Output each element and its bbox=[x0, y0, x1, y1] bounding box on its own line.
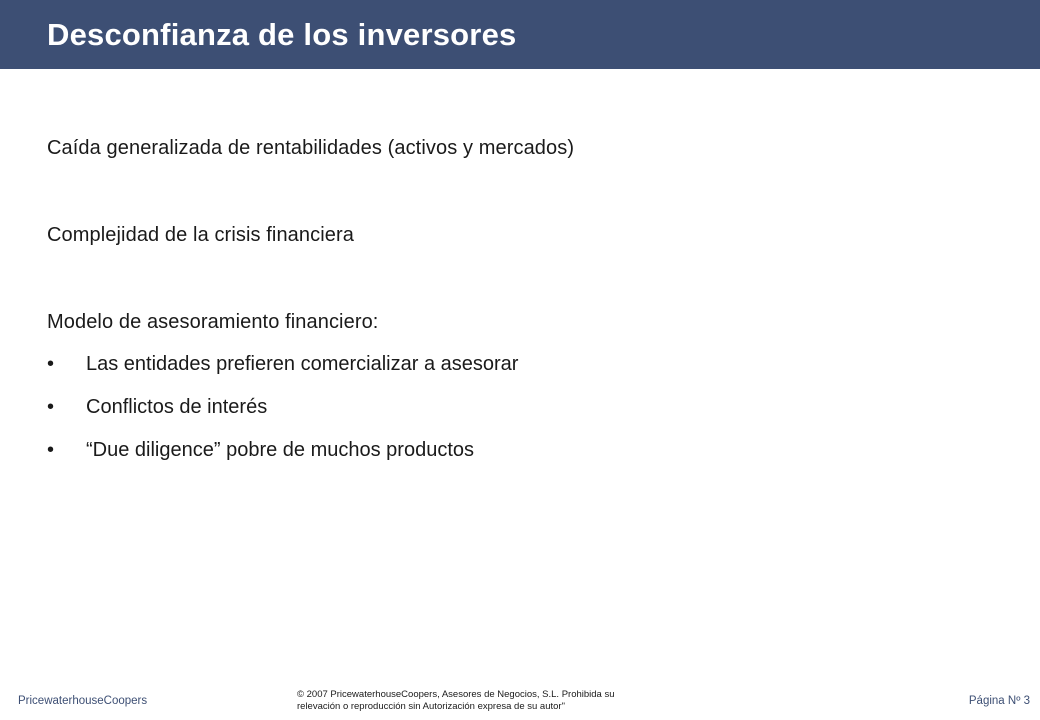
footer-copyright-line1: © 2007 PricewaterhouseCoopers, Asesores de Negocios, S.L. Prohibida su bbox=[297, 689, 615, 700]
bullet-text: Las entidades prefieren comercializar a asesorar bbox=[86, 353, 519, 375]
body-line-modelo: Modelo de asesoramiento financiero: bbox=[47, 311, 379, 333]
bullet-text: “Due diligence” pobre de muchos productos bbox=[86, 439, 474, 461]
body-line-rentabilidades: Caída generalizada de rentabilidades (activos y mercados) bbox=[47, 137, 575, 159]
bullet-dot: • bbox=[47, 396, 55, 418]
footer-copyright bbox=[297, 689, 697, 713]
footer-copyright-line2: relevación o reproducción sin Autorización expresa de su autor" bbox=[297, 701, 565, 712]
bullet-text: Conflictos de interés bbox=[86, 396, 268, 418]
footer-page-number: Página Nº 3 bbox=[968, 695, 1030, 707]
bullet-dot: • bbox=[47, 439, 55, 461]
bullet-dot: • bbox=[47, 353, 55, 375]
footer-company: PricewaterhouseCoopers bbox=[18, 695, 148, 707]
body-line-complejidad: Complejidad de la crisis financiera bbox=[47, 224, 354, 246]
title-bar bbox=[0, 0, 1040, 69]
slide-title: Desconfianza de los inversores bbox=[47, 17, 517, 52]
